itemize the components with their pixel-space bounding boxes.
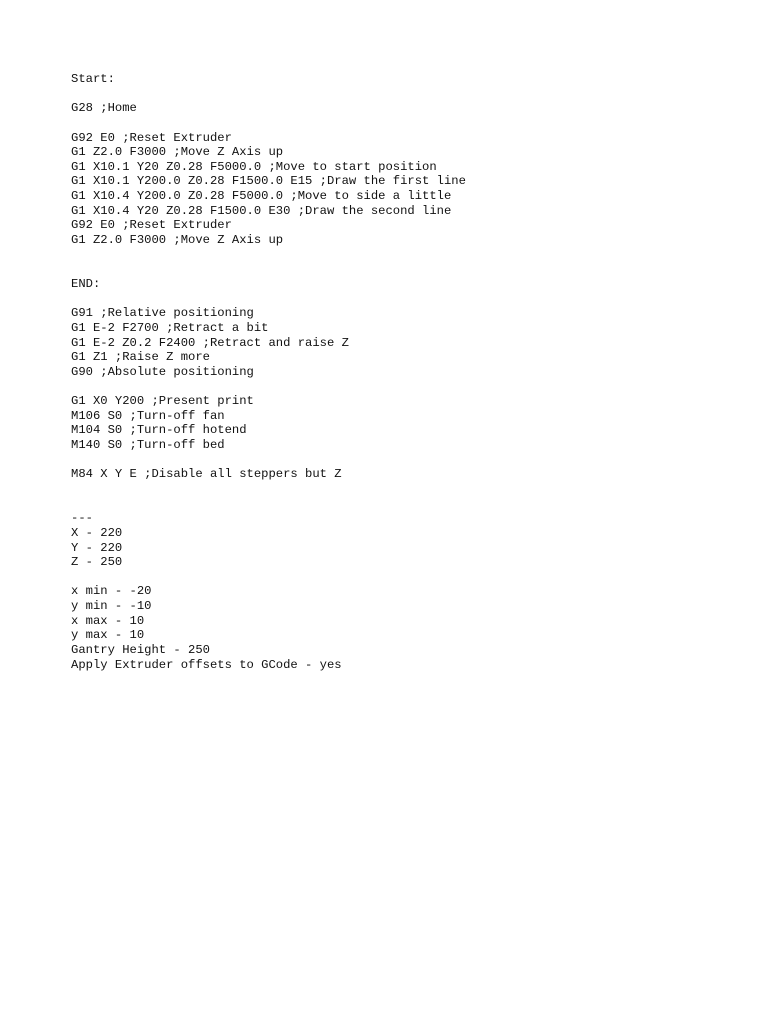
text-line: Gantry Height - 250 <box>71 642 210 657</box>
text-line: y min - -10 <box>71 599 152 614</box>
text-line: M140 S0 ;Turn-off bed <box>71 438 225 453</box>
text-line: x min - -20 <box>71 584 152 599</box>
text-line: G92 E0 ;Reset Extruder <box>71 218 232 233</box>
text-line: M106 S0 ;Turn-off fan <box>71 408 225 423</box>
blank-line <box>71 482 751 497</box>
text-line: G91 ;Relative positioning <box>71 306 254 321</box>
text-line: G1 X10.1 Y200.0 Z0.28 F1500.0 E15 ;Draw the first line <box>71 174 466 189</box>
text-line: G1 Z2.0 F3000 ;Move Z Axis up <box>71 145 284 160</box>
text-line: G28 ;Home <box>71 101 137 116</box>
text-line: Y - 220 <box>71 540 123 555</box>
text-line: x max - 10 <box>71 613 145 628</box>
blank-line <box>71 87 751 102</box>
text-line: y max - 10 <box>71 628 145 643</box>
text-line: G1 X10.4 Y20 Z0.28 F1500.0 E30 ;Draw the second line <box>71 203 452 218</box>
text-line: Apply Extruder offsets to GCode - yes <box>71 657 342 672</box>
blank-line <box>71 453 751 468</box>
text-line: G1 Z2.0 F3000 ;Move Z Axis up <box>71 233 284 248</box>
text-line: G1 X0 Y200 ;Present print <box>71 394 254 409</box>
document-text <box>71 72 751 672</box>
blank-line <box>71 497 751 512</box>
blank-line <box>71 570 751 585</box>
text-line: G90 ;Absolute positioning <box>71 364 254 379</box>
text-line: G1 E-2 Z0.2 F2400 ;Retract and raise Z <box>71 335 349 350</box>
text-line: G1 E-2 F2700 ;Retract a bit <box>71 320 269 335</box>
text-line: G1 X10.1 Y20 Z0.28 F5000.0 ;Move to start position <box>71 159 437 174</box>
text-line: Start: <box>71 72 115 86</box>
blank-line <box>71 262 751 277</box>
text-line: M104 S0 ;Turn-off hotend <box>71 423 247 438</box>
text-line: X - 220 <box>71 525 123 540</box>
text-line: G92 E0 ;Reset Extruder <box>71 130 232 145</box>
text-line: --- <box>71 511 93 526</box>
blank-line <box>71 292 751 307</box>
text-line: G1 X10.4 Y200.0 Z0.28 F5000.0 ;Move to side a little <box>71 189 452 204</box>
text-line: M84 X Y E ;Disable all steppers but Z <box>71 467 342 482</box>
text-line: Z - 250 <box>71 555 123 570</box>
blank-line <box>71 248 751 263</box>
blank-line <box>71 116 751 131</box>
text-line: G1 Z1 ;Raise Z more <box>71 350 210 365</box>
blank-line <box>71 379 751 394</box>
text-line: END: <box>71 276 101 291</box>
